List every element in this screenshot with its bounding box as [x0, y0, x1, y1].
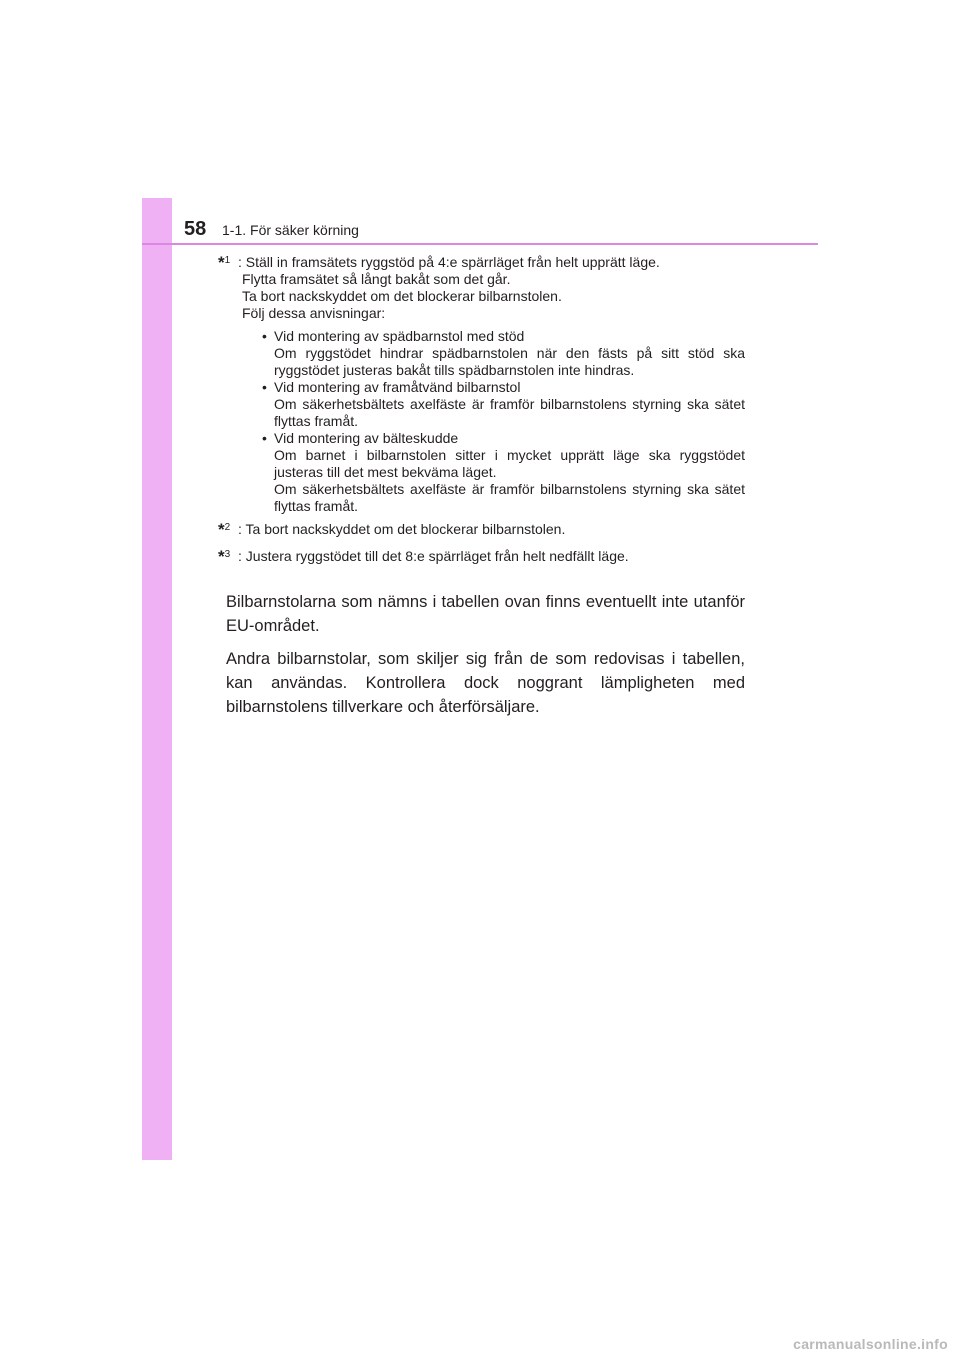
bullet-dot-icon: • [262, 379, 267, 395]
body-text [226, 590, 745, 728]
list-item-text: Om barnet i bilbarnstolen sitter i mycket upprätt läge ska ryggstödet justeras till det mest bekväma läget. [274, 447, 745, 480]
header-divider [142, 243, 818, 245]
footnote-3 [218, 548, 745, 565]
footnote-marker-1: *$^1$ [218, 253, 231, 272]
footnote-1-line-3: Ta bort nackskyddet om det blockerar bilbarnstolen. [242, 288, 562, 304]
list-item [260, 328, 745, 379]
list-item-title: Vid montering av framåtvänd bilbarnstol [274, 379, 521, 395]
page-number: 58 [184, 218, 207, 240]
footnote-1-line-1: : Ställ in framsätets ryggstöd på 4:e spärrläget från helt upprätt läge. [238, 254, 660, 270]
footnote-1-line-2: Flytta framsätet så långt bakåt som det går. [242, 271, 511, 287]
side-color-band [142, 198, 172, 1160]
footnotes [218, 254, 745, 565]
list-item-title: Vid montering av bälteskudde [274, 430, 459, 446]
list-item-text-2: Om säkerhetsbältets axelfäste är framför bilbarnstolens styrning ska sätet flyttas framåt. [274, 481, 745, 514]
footnote-marker-3: *$^3$ [218, 547, 231, 566]
section-title: 1-1. För säker körning [222, 222, 359, 238]
footnote-marker-2: *$^2$ [218, 520, 231, 539]
footnote-1 [218, 254, 745, 515]
footnote-3-text: : Justera ryggstödet till det 8:e spärrläget från helt nedfällt läge. [238, 548, 629, 564]
bullet-dot-icon: • [262, 430, 267, 446]
list-item-title: Vid montering av spädbarnstol med stöd [274, 328, 525, 344]
paragraph: Bilbarnstolarna som nämns i tabellen ovan finns eventuellt inte utanför EU-området. [226, 593, 745, 635]
list-item-text: Om ryggstödet hindrar spädbarnstolen när den fästs på sitt stöd ska ryggstödet justeras bakåt tills spädbarnstolen inte hindras. [274, 345, 745, 378]
paragraph: Andra bilbarnstolar, som skiljer sig från de som redovisas i tabellen, kan användas. Kontrollera dock noggrant lämpligheten med bilbarnstolens tillverkare och återförsäljare. [226, 650, 745, 716]
list-item [260, 379, 745, 430]
bullet-dot-icon: • [262, 328, 267, 344]
watermark: carmanualsonline.info [793, 1336, 948, 1352]
list-item [260, 430, 745, 515]
footnote-2 [218, 521, 745, 538]
footnote-1-line-4: Följ dessa anvisningar: [242, 305, 386, 321]
footnote-2-text: : Ta bort nackskyddet om det blockerar bilbarnstolen. [238, 521, 566, 537]
instruction-list [242, 328, 745, 515]
list-item-text: Om säkerhetsbältets axelfäste är framför bilbarnstolens styrning ska sätet flyttas framåt. [274, 396, 745, 429]
